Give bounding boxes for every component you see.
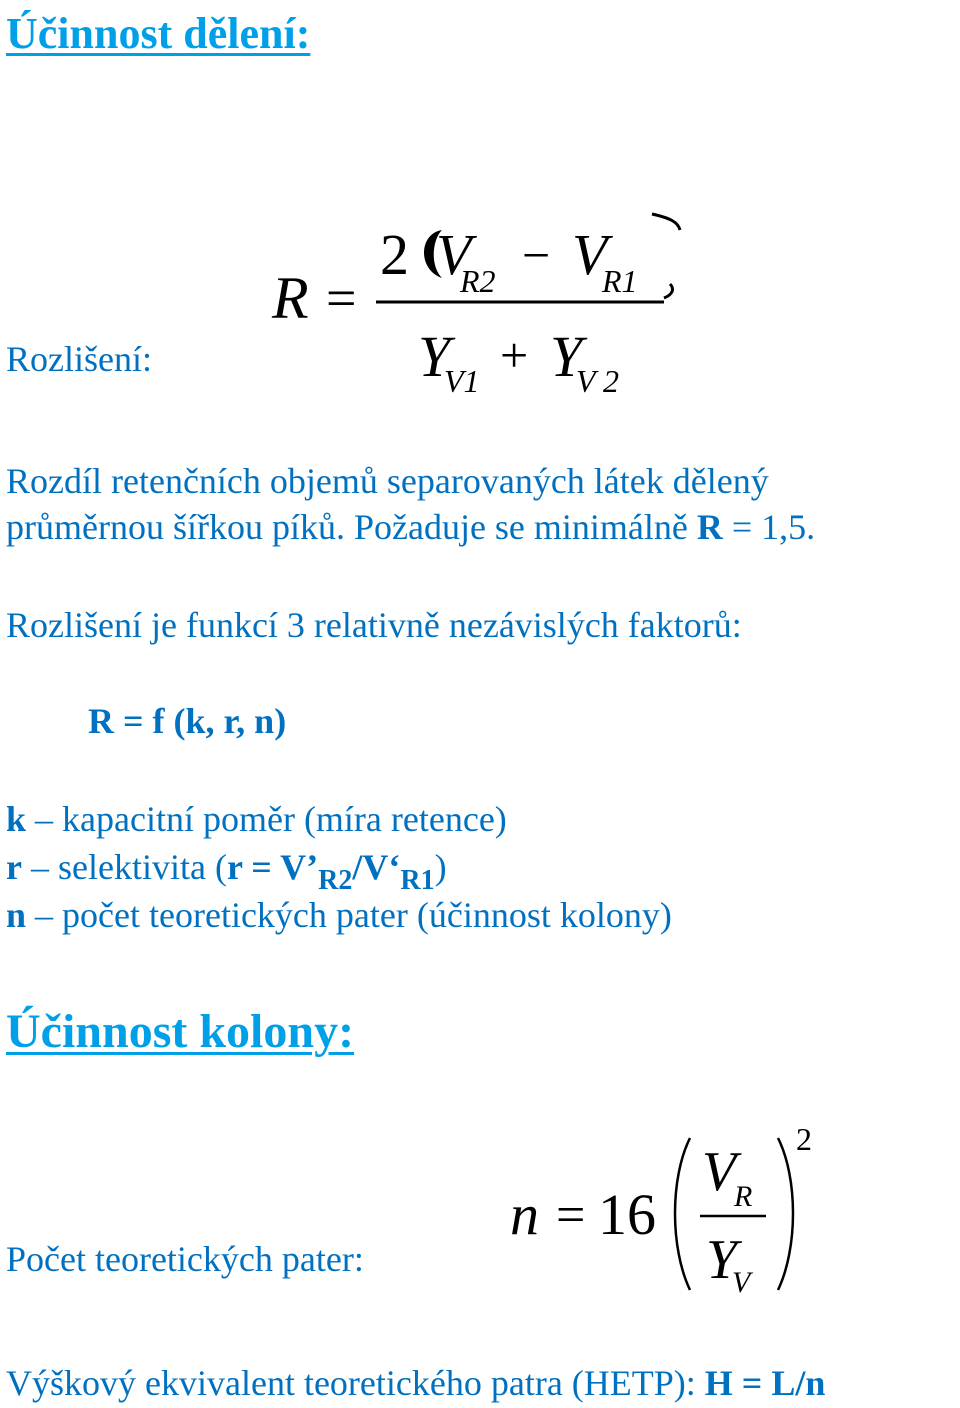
formula-n-num: V	[702, 1141, 737, 1203]
formula-n-eq: =	[556, 1187, 586, 1244]
factor-r-close: )	[434, 847, 447, 887]
formula-r-y1-sub: V1	[444, 363, 480, 399]
formula-r-y2-sub: V 2	[576, 363, 619, 399]
formula-n-right-paren	[778, 1138, 793, 1290]
factor-r-sub-1: R2	[318, 865, 353, 896]
description-line-1: Rozdíl retenčních objemů separovaných látek dělený	[6, 461, 769, 501]
formula-r-v1: V	[436, 222, 472, 287]
heading-separation-efficiency: Účinnost dělení:	[6, 9, 311, 58]
formula-n-exp: 2	[796, 1121, 812, 1157]
hetp-formula: H = L/n	[704, 1363, 826, 1403]
factor-k-text: – kapacitní poměr (míra retence)	[26, 799, 507, 839]
factor-k-key: k	[6, 799, 27, 839]
formula-r-v2-sub: R1	[602, 263, 638, 299]
formula-r-eq: =	[326, 268, 357, 328]
formula-r-right-paren-bottom	[664, 284, 672, 298]
factor-n-text: – počet teoretických pater (účinnost kolony)	[26, 895, 672, 935]
factors-intro: Rozlišení je funkcí 3 relativně nezávislých faktorů:	[6, 605, 742, 645]
hetp-text: Výškový ekvivalent teoretického patra (HETP):	[6, 1363, 705, 1403]
description-line-2-r: R	[696, 507, 723, 547]
description-line-2-text: průměrnou šířkou píků. Požaduje se minimálně	[6, 507, 697, 547]
formula-r-coef: 2	[380, 222, 409, 287]
factor-r	[6, 846, 447, 896]
formula-r-plus: +	[500, 327, 529, 383]
factor-r-formula-a: r = V’	[226, 847, 319, 887]
resolution-function: R = f (k, r, n)	[88, 701, 287, 741]
formula-n-lhs: n	[510, 1182, 539, 1247]
plates-label: Počet teoretických pater:	[6, 1239, 364, 1279]
resolution-label: Rozlišení:	[6, 339, 152, 379]
factor-n-key: n	[6, 895, 27, 935]
heading-column-efficiency: Účinnost kolony:	[6, 1005, 355, 1058]
formula-r-lhs: R	[272, 265, 309, 331]
factor-r-text: – selektivita (	[21, 847, 227, 887]
formula-n-den: Y	[706, 1229, 738, 1291]
formula-r-minus: −	[522, 227, 551, 283]
formula-n-num-sub: R	[734, 1180, 753, 1213]
plates-formula	[500, 1118, 830, 1308]
formula-r-v1-sub: R2	[460, 263, 496, 299]
factor-k	[6, 798, 507, 840]
formula-n-left-paren	[675, 1138, 690, 1290]
resolution-formula	[260, 200, 690, 410]
factor-n	[6, 894, 672, 936]
formula-n-den-sub: V	[732, 1266, 751, 1299]
factor-r-formula-b: /V‘	[352, 847, 401, 887]
formula-r-v2: V	[572, 222, 608, 287]
factor-r-key: r	[6, 847, 22, 887]
factor-r-sub-2: R1	[400, 865, 435, 896]
formula-r-y1: Y	[418, 324, 451, 389]
description-line-2-value: = 1,5.	[722, 507, 816, 547]
hetp-line	[6, 1362, 825, 1404]
formula-n-coef: 16	[598, 1182, 656, 1247]
formula-r-right-paren-top	[652, 214, 680, 230]
formula-r-y2: Y	[550, 324, 583, 389]
description-line-2	[6, 506, 815, 548]
